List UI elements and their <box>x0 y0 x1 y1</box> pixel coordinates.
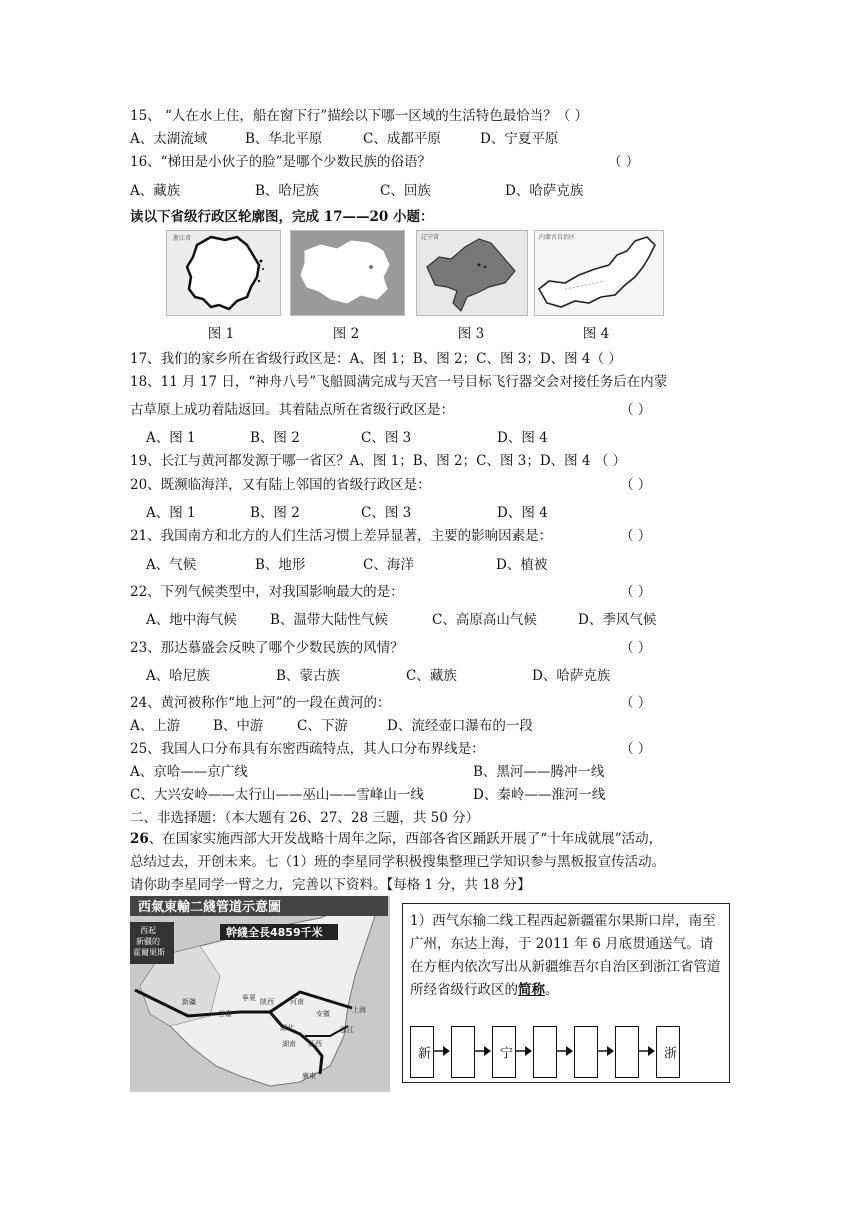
option: A、图 1 <box>146 430 196 446</box>
option: B、图 2 <box>250 505 300 521</box>
q25-option-d: D、秦岭——淮河一线 <box>473 787 606 803</box>
option: D、图 4 <box>497 430 548 446</box>
info-text <box>410 910 722 1002</box>
option: A、上游 <box>130 718 181 734</box>
q25-option-b: B、黑河——腾冲一线 <box>473 764 605 780</box>
option: A、哈尼族 <box>146 668 210 684</box>
answer-paren: （ ） <box>608 154 640 170</box>
q15-stem: 15、 “人在水上住，船在窗下行”描绘以下哪一区域的生活特色最恰当？（ ） <box>130 108 589 124</box>
q23-stem: 23、那达慕盛会反映了哪个少数民族的风情？ <box>130 640 404 656</box>
q17-stem: 17、我们的家乡所在省级行政区是：A、图 1；B、图 2；C、图 3；D、图 4（ ） <box>130 351 622 367</box>
option: D、季风气候 <box>578 612 657 628</box>
arrow-right-icon <box>516 1044 532 1058</box>
option: C、图 3 <box>361 505 412 521</box>
option: A、气候 <box>146 557 197 573</box>
answer-cell[interactable]: 新 <box>410 1026 434 1078</box>
place-label: 廣東 <box>302 1072 316 1080</box>
place-label: 上海 <box>352 1006 366 1014</box>
q24-options <box>130 716 533 736</box>
info-text-keyword: 简称 <box>518 982 545 998</box>
option: C、回族 <box>380 183 431 199</box>
q22-options <box>146 610 656 630</box>
arrow-right-icon <box>475 1044 491 1058</box>
option: A、地中海气候 <box>146 612 237 628</box>
q16-stem: 16、“梯田是小伙子的脸”是哪个少数民族的俗语？ <box>130 154 431 170</box>
arrow-right-icon <box>639 1044 655 1058</box>
pipe-origin-1: 西起 <box>140 926 156 935</box>
answer-cell[interactable]: 宁 <box>492 1026 516 1078</box>
pipe-map-length: 幹綫全長4859千米 <box>226 926 323 939</box>
section-2-heading: 二、非选择题：（本大题有 26、27、28 三题，共 50 分） <box>130 810 480 826</box>
option: A、藏族 <box>130 183 181 199</box>
map-1-label: 浙江省 <box>173 235 192 242</box>
option: C、下游 <box>297 718 348 734</box>
map-caption-4: 图 4 <box>582 326 610 342</box>
q23-options <box>146 666 610 686</box>
answer-paren: （ ） <box>620 402 652 418</box>
answer-paren: （ ） <box>620 584 652 600</box>
pipe-origin-2: 新疆的 <box>136 937 160 946</box>
option: C、高原高山气候 <box>432 612 537 628</box>
option: B、中游 <box>213 718 264 734</box>
answer-cell[interactable] <box>574 1026 598 1078</box>
q26-line-1: 26、在国家实施西部大开发战略十周年之际，西部各省区踊跃开展了“十年成就展”活动， <box>130 831 663 847</box>
option: A、太湖流域 <box>130 131 208 147</box>
info-text-2: 。 <box>545 982 559 998</box>
answer-paren: （ ） <box>620 528 652 544</box>
answer-paren: （ ） <box>620 695 652 711</box>
info-text-1: 1）西气东输二线工程西起新疆霍尔果斯口岸，南至广州，东达上海，于 2011 年 6 月底贯通送气。请在方框内依次写出从新疆维吾尔自治区到浙江省管道所经省级行政区的 <box>410 913 721 998</box>
option: B、温带大陆性气候 <box>270 612 388 628</box>
q19-stem: 19、长江与黄河都发源于哪一省区？A、图 1；B、图 2；C、图 3；D、图 4 （ ） <box>130 453 627 469</box>
arrow-right-icon <box>557 1044 573 1058</box>
pipeline-map <box>130 896 390 1092</box>
place-label: 湖北 <box>280 1024 294 1032</box>
map-caption-1: 图 1 <box>207 326 235 342</box>
q21-stem: 21、我国南方和北方的人们生活习惯上差异显著，主要的影响因素是： <box>130 528 553 544</box>
q21-options <box>146 555 547 575</box>
maps-intro: 读以下省级行政区轮廓图，完成 17——20 小题： <box>130 209 434 225</box>
q15-options <box>130 129 558 149</box>
q26-line-2: 总结过去，开创未来。七（1）班的李星同学积极搜集整理已学知识参与黑板报宣传活动。 <box>130 854 666 870</box>
option: D、流经壶口瀑布的一段 <box>387 718 533 734</box>
q20-options <box>146 503 548 523</box>
option: D、哈萨克族 <box>505 183 584 199</box>
option: B、蒙古族 <box>276 668 340 684</box>
option: D、图 4 <box>497 505 548 521</box>
q25-stem: 25、我国人口分布具有东密西疏特点，其人口分布界线是： <box>130 741 485 757</box>
arrow-right-icon <box>434 1044 450 1058</box>
answer-chain <box>410 1026 720 1078</box>
q18-options <box>146 428 548 448</box>
pipe-map-title: 西氣東輸二綫管道示意圖 <box>138 900 282 915</box>
q26-line-3: 请你助李星同学一臂之力，完善以下资料。【每格 1 分，共 18 分】 <box>130 877 531 893</box>
q20-stem: 20、既濒临海洋，又有陆上邻国的省级行政区是： <box>130 477 431 493</box>
map-figure-1 <box>166 230 281 316</box>
map-caption-3: 图 3 <box>457 326 485 342</box>
map-caption-2: 图 2 <box>332 326 360 342</box>
option: C、海洋 <box>363 557 414 573</box>
option: C、图 3 <box>361 430 412 446</box>
q18-stem-cont: 古草原上成功着陆返回。其着陆点所在省级行政区是： <box>130 402 454 418</box>
place-label: 甘肅 <box>218 1010 232 1018</box>
answer-paren: （ ） <box>620 741 652 757</box>
arrow-right-icon <box>598 1044 614 1058</box>
option: C、成都平原 <box>363 131 441 147</box>
option: A、图 1 <box>146 505 196 521</box>
q24-stem: 24、黄河被称作“地上河”的一段在黄河的： <box>130 695 391 711</box>
q22-stem: 22、下列气候类型中，对我国影响最大的是： <box>130 584 404 600</box>
place-label: 寧夏 <box>242 994 256 1002</box>
option: C、藏族 <box>406 668 457 684</box>
place-label: 江西 <box>308 1040 322 1048</box>
q26-number: 26 <box>130 831 149 847</box>
answer-cell[interactable] <box>451 1026 475 1078</box>
place-label: 浙江 <box>340 1026 354 1034</box>
option: D、植被 <box>496 557 548 573</box>
map-4-label: 内蒙古自治区 <box>539 234 576 241</box>
place-label: 河南 <box>290 998 304 1006</box>
option: B、地形 <box>255 557 306 573</box>
map-figure-2 <box>290 230 405 316</box>
q25-option-c: C、大兴安岭——太行山——巫山——雪峰山一线 <box>130 787 424 803</box>
option: D、哈萨克族 <box>532 668 611 684</box>
q26-text: 在国家实施西部大开发战略十周年之际，西部各省区踊跃开展了“十年成就展”活动， <box>162 831 663 847</box>
map-3-label: 辽宁省 <box>421 234 440 241</box>
answer-cell[interactable]: 浙 <box>656 1026 680 1078</box>
option: B、图 2 <box>250 430 300 446</box>
answer-cell[interactable] <box>615 1026 639 1078</box>
q16-options <box>130 181 583 201</box>
place-label: 安徽 <box>316 1010 330 1018</box>
answer-cell[interactable] <box>533 1026 557 1078</box>
map-figure-4 <box>534 230 664 316</box>
place-label: 新疆 <box>182 998 196 1006</box>
q25-option-a: A、京哈——京广线 <box>130 764 248 780</box>
answer-paren: （ ） <box>620 477 652 493</box>
pipe-origin-3: 霍爾果斯 <box>133 948 165 957</box>
answer-paren: （ ） <box>620 640 652 656</box>
option: D、宁夏平原 <box>480 131 559 147</box>
map-figure-3 <box>416 230 528 316</box>
place-label: 湖南 <box>282 1040 296 1048</box>
option: B、哈尼族 <box>255 183 319 199</box>
option: B、华北平原 <box>245 131 323 147</box>
q18-stem: 18、11 月 17 日，“神舟八号”飞船圆满完成与天宫一号目标飞行器交会对接任务后在内蒙 <box>130 374 668 390</box>
place-label: 陝西 <box>260 998 274 1006</box>
